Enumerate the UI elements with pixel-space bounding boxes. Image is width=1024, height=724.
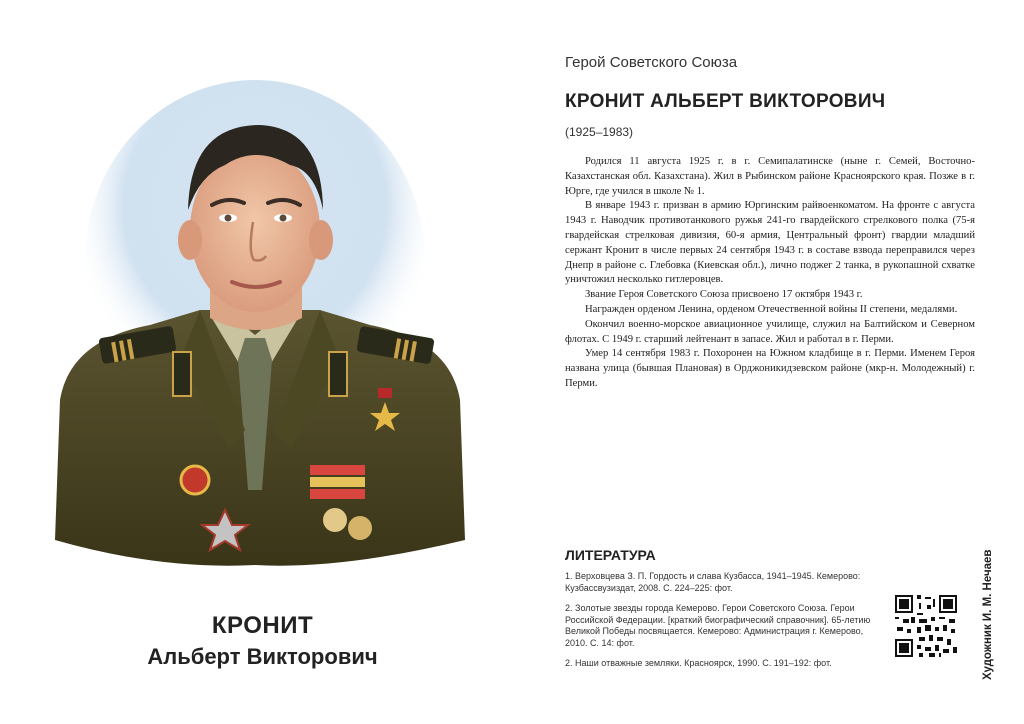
bio-paragraph: Окончил военно-морское авиационное училище, служил на Балтийском и Северном флотах. С 1949 г. старший лейтенант в запасе. Жил и работал в г. Перми. (565, 318, 975, 345)
literature-item: 1. Верховцева З. П. Гордость и слава Кузбасса, 1941–1945. Кемерово: Кузбассвузиздат, 2008. С. 224–225: фот. (565, 571, 861, 593)
literature-heading: ЛИТЕРАТУРА (565, 547, 656, 563)
header-block (565, 54, 975, 139)
life-years: (1925–1983) (565, 125, 634, 139)
page-title: КРОНИТ АЛЬБЕРТ ВИКТОРОВИЧ (565, 91, 886, 112)
bio-paragraph: Награжден орденом Ленина, орденом Отечественной войны II степени, медалями. (585, 303, 958, 315)
literature-item: 2. Золотые звезды города Кемерово. Герои Советского Союза. Герои Российской Федерации. [краткий биографический справочник]. 65-летию Великой Победы посвящается. Кемерово: Администрация г. Кемерово, 2010. С. 14: фот. (565, 603, 871, 648)
caption-surname: КРОНИТ (211, 612, 314, 639)
portrait-caption (95, 612, 430, 670)
bio-paragraph: В январе 1943 г. призван в армию Юргинским райвоенкоматом. На фронте с августа 1943 г. Наводчик противотанкового ружья 241-го гвардейского стрелкового полка (75-я гвардейская стрелковая дивизия, 60-я армия, Центральный фронт) гвардии младший сержант Кронит в числе первых 24 сентября 1943 г. в составе взвода переправился через Днепр в районе с. Глебовка (Киевская обл.), лично поджег 2 танка, в рукопашной схватке уничтожил несколько гитлеровцев. (565, 200, 975, 286)
caption-given-names: Альберт Викторович (147, 644, 378, 669)
series-title: Герой Советского Союза (565, 54, 738, 71)
artist-credit (978, 520, 1000, 680)
hero-portrait (40, 70, 480, 570)
portrait-illustration (40, 70, 480, 570)
bio-paragraph: Звание Героя Советского Союза присвоено 17 октября 1943 г. (585, 289, 863, 301)
biography-text (565, 155, 975, 392)
bio-paragraph: Родился 11 августа 1925 г. в г. Семипалатинске (ныне г. Семей, Восточно-Казахстанская обл. Казахстана). Жил в Рыбинском районе Красноярского края. Позже в г. Юрге, где учился в школе № 1. (565, 156, 975, 197)
literature-item: 2. Наши отважные земляки. Красноярск, 1990. С. 191–192: фот. (565, 658, 832, 668)
qr-code-icon[interactable] (893, 593, 959, 659)
artist-credit-text: Художник И. М. Нечаев (982, 549, 994, 680)
bio-paragraph: Умер 14 сентября 1983 г. Похоронен на Южном кладбище в г. Перми. Именем Героя названа улица (бывшая Плановая) в Орджоникидзевском районе (мкр-н. Молодежный) г. Перми. (565, 348, 975, 389)
